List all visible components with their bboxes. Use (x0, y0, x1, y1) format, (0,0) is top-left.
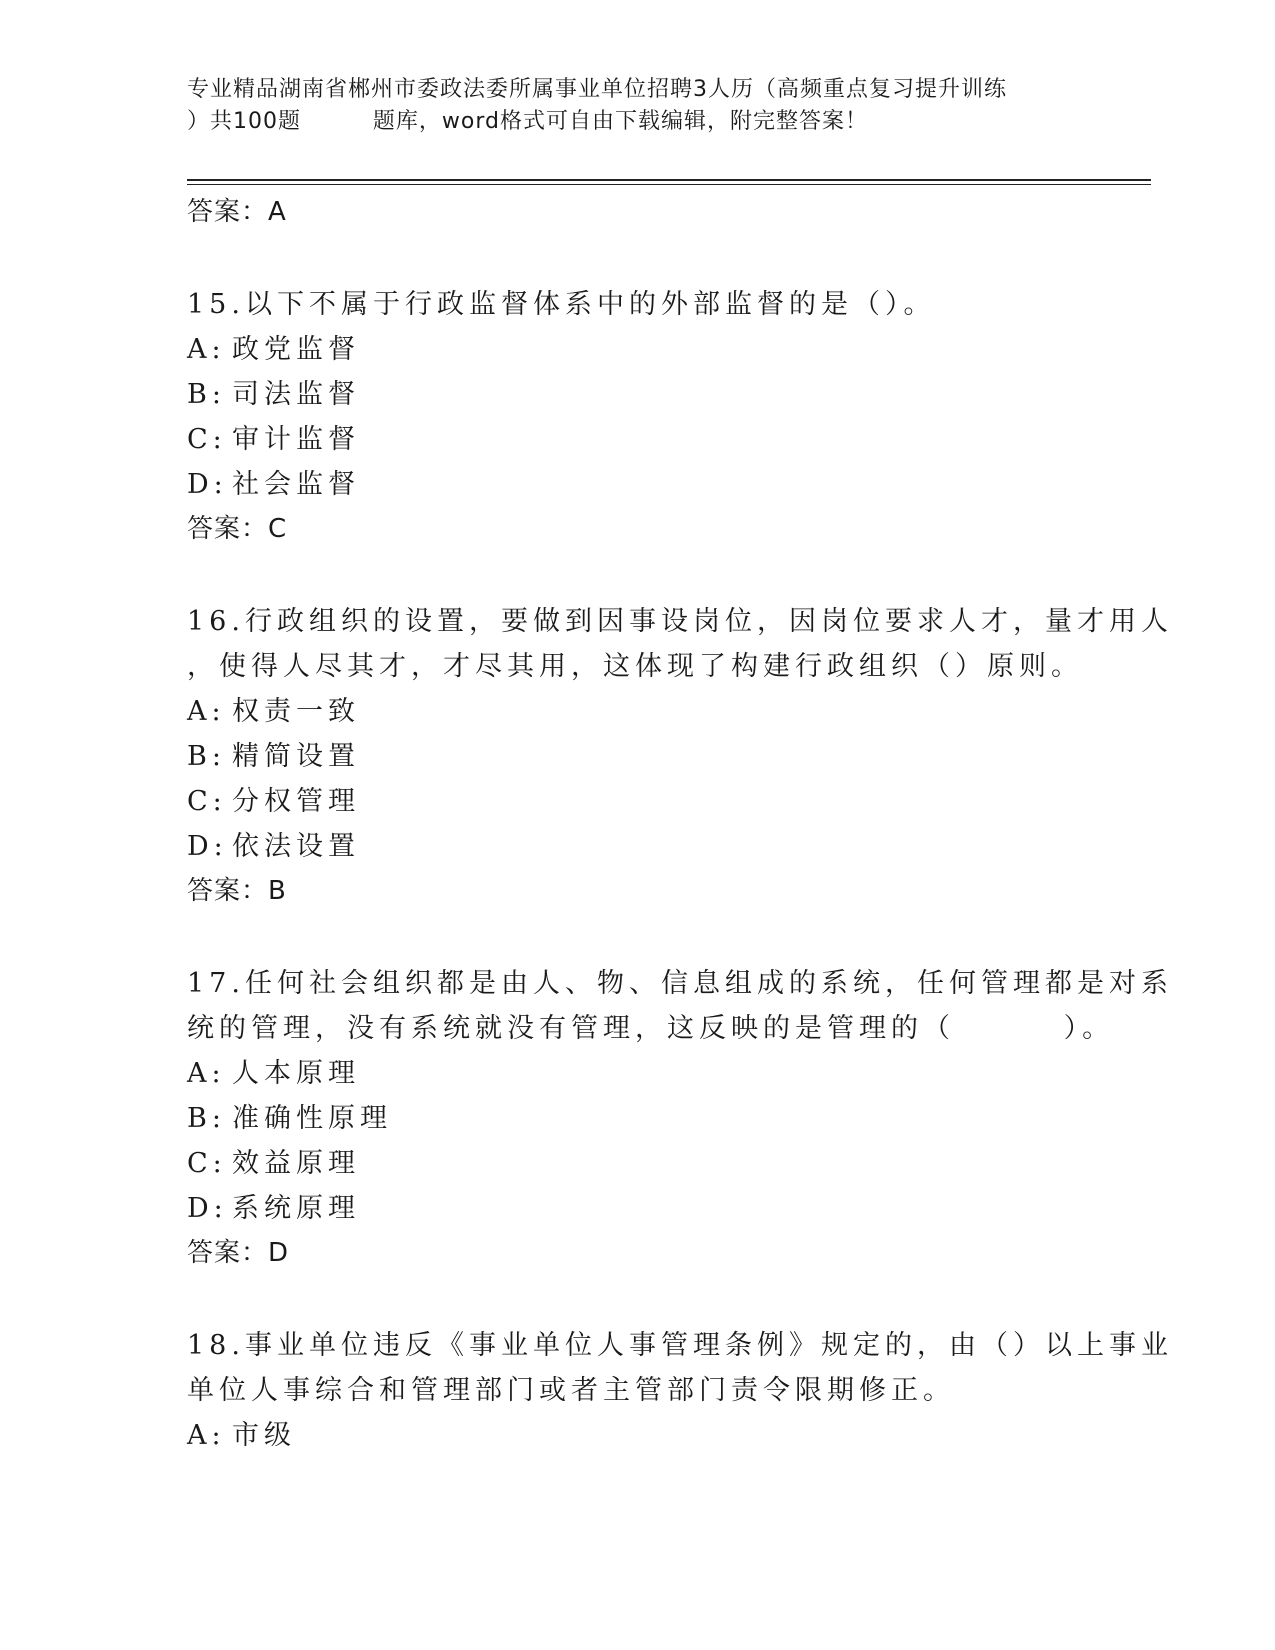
option-text: 司法监督 (232, 379, 360, 410)
option-text: 效益原理 (232, 1148, 360, 1179)
option-key: B: (187, 379, 226, 410)
option-c (187, 417, 1087, 462)
option-b (187, 734, 1087, 779)
answer-line: 答案：B (187, 876, 287, 906)
question-text: 15.以下不属于行政监督体系中的外部监督的是（）。 (187, 289, 936, 320)
option-text: 市级 (232, 1420, 296, 1451)
option-key: C: (187, 786, 227, 817)
question-text-line-2: 单位人事综合和管理部门或者主管部门责令限期修正。 (187, 1375, 955, 1406)
question-item (187, 282, 1087, 551)
question-text-line-1: 17.任何社会组织都是由人、物、信息组成的系统，任何管理都是对系 (187, 968, 1173, 999)
answer-line: 答案：D (187, 1238, 290, 1268)
page-header (187, 74, 1087, 138)
header-divider-thick (187, 179, 1151, 181)
option-key: A: (187, 696, 226, 727)
option-key: A: (187, 334, 226, 365)
answer-line: 答案：C (187, 514, 288, 544)
option-key: B: (187, 741, 226, 772)
option-key: A: (187, 1058, 226, 1089)
option-text: 权责一致 (232, 696, 360, 727)
header-line-1: 专业精品湖南省郴州市委政法委所属事业单位招聘3人历（高频重点复习提升训练 (187, 77, 1007, 102)
question-list (187, 190, 1173, 1458)
option-key: D: (187, 1193, 228, 1224)
option-text: 准确性原理 (232, 1103, 392, 1134)
question-text-line-2: ，使得人尽其才，才尽其用，这体现了构建行政组织（）原则。 (187, 651, 1083, 682)
option-a (187, 689, 1087, 734)
question-item (187, 599, 1173, 913)
option-b (187, 372, 1087, 417)
option-b (187, 1096, 1087, 1141)
option-d (187, 1186, 1087, 1231)
option-key: C: (187, 424, 227, 455)
option-key: D: (187, 831, 228, 862)
option-text: 系统原理 (232, 1193, 360, 1224)
option-text: 社会监督 (232, 469, 360, 500)
option-text: 政党监督 (232, 334, 360, 365)
question-item (187, 961, 1173, 1275)
option-key: B: (187, 1103, 226, 1134)
option-text: 精简设置 (232, 741, 360, 772)
question-text-line-1: 18.事业单位违反《事业单位人事管理条例》规定的，由（）以上事业 (187, 1330, 1173, 1361)
question-text-line-2: 统的管理，没有系统就没有管理，这反映的是管理的（ ）。 (187, 1013, 1115, 1044)
option-c (187, 1141, 1087, 1186)
header-divider-thin (187, 184, 1151, 185)
header-line-2: ）共100题 题库，word格式可自由下载编辑，附完整答案！ (187, 109, 869, 134)
option-text: 审计监督 (232, 424, 360, 455)
answer-line: 答案：A (187, 197, 287, 227)
option-a (187, 327, 1087, 372)
option-text: 人本原理 (232, 1058, 360, 1089)
option-a (187, 1413, 1087, 1458)
option-key: A: (187, 1420, 226, 1451)
question-text-line-1: 16.行政组织的设置，要做到因事设岗位，因岗位要求人才，量才用人 (187, 606, 1173, 637)
option-text: 分权管理 (232, 786, 360, 817)
question-item (187, 1323, 1173, 1458)
option-key: C: (187, 1148, 227, 1179)
option-d (187, 462, 1087, 507)
option-a (187, 1051, 1087, 1096)
option-c (187, 779, 1087, 824)
option-d (187, 824, 1087, 869)
option-key: D: (187, 469, 228, 500)
option-text: 依法设置 (232, 831, 360, 862)
